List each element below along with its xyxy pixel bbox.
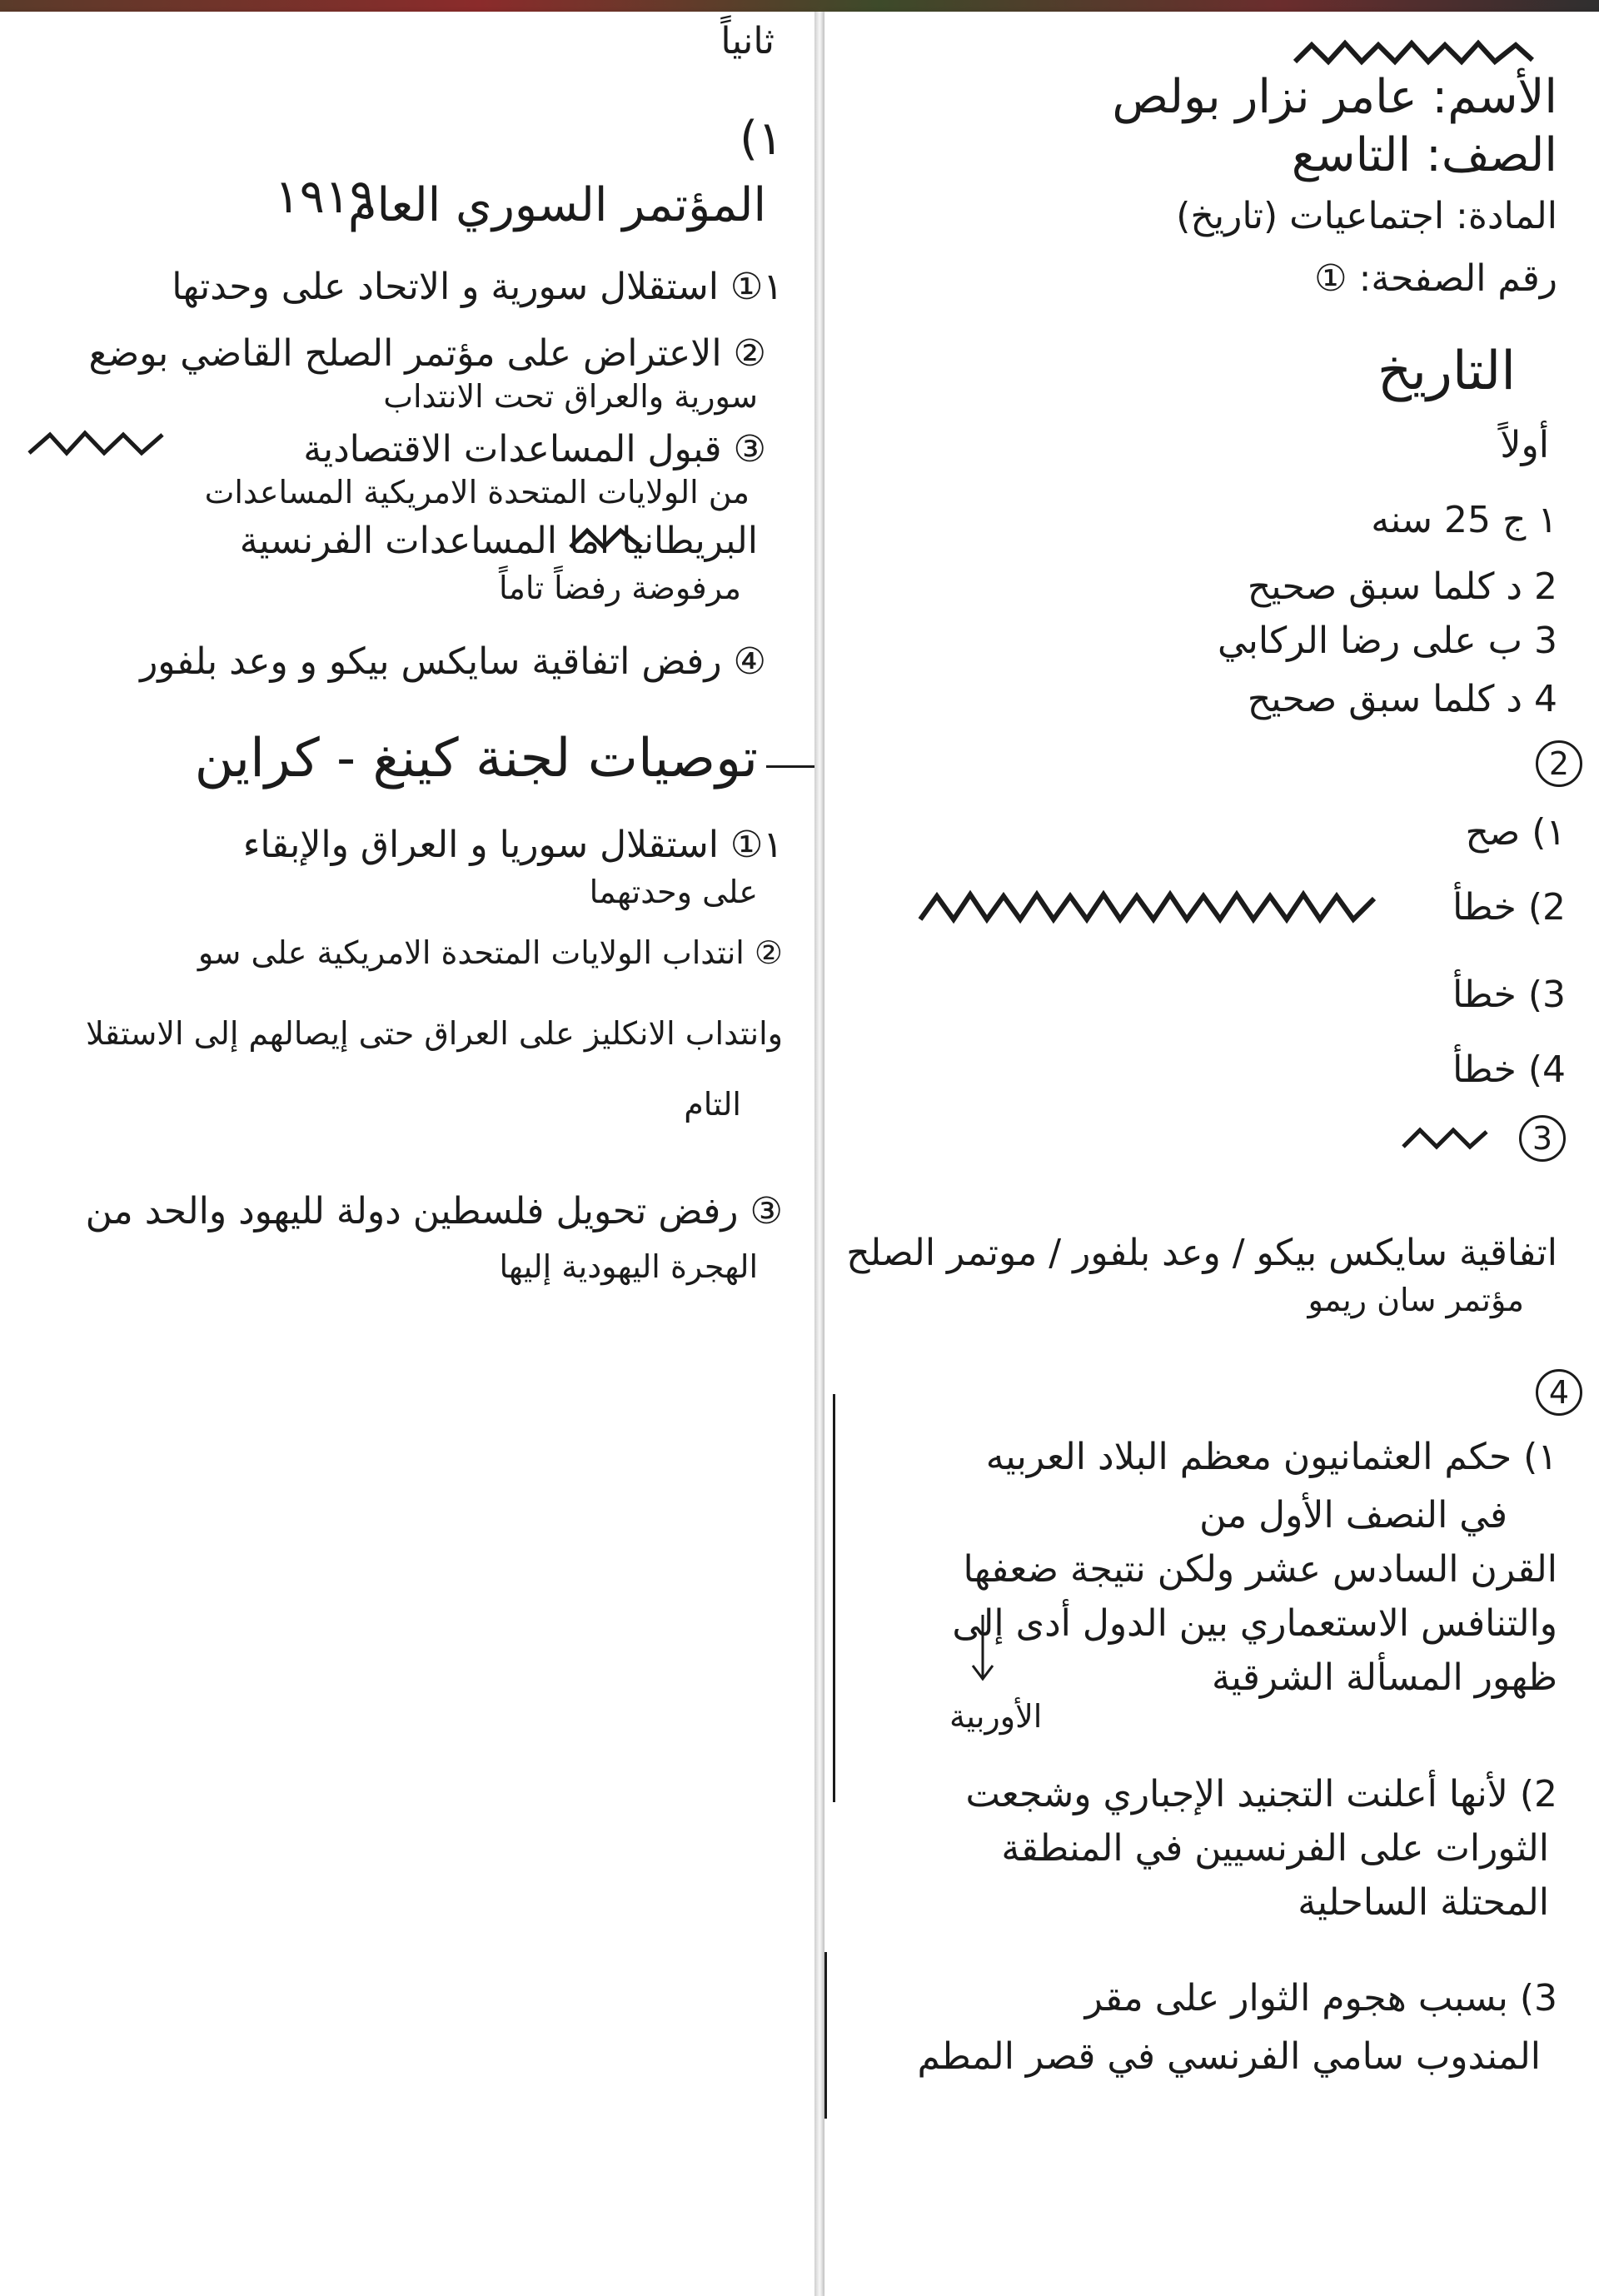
q4-a1-note: الأوربية [949, 1698, 1043, 1735]
kingcrane-point-2b: وانتداب الانكليز على العراق حتى إيصالهم إلى الاستقلا [86, 1015, 783, 1052]
q4-a1-line2: في النصف الأول من [1199, 1494, 1507, 1536]
q2-answer-1: ١) صح [1465, 811, 1566, 854]
congress-point-3b: من الولايات المتحدة الامريكية المساعدات [204, 474, 750, 510]
q4-a3-line2: المندوب سامي الفرنسي في قصر المطم [917, 2035, 1541, 2078]
crossed-out-header [1291, 37, 1541, 70]
kingcrane-point-3: ③ رفض تحويل فلسطين دولة لليهود والحد من [85, 1190, 783, 1233]
q4-number: 4 [1536, 1369, 1582, 1416]
q4-a2-line1: 2) لأنها أعلنت التجنيد الإجباري وشجعت [965, 1773, 1557, 1815]
kingcrane-point-3b: الهجرة اليهودية إليها [499, 1248, 758, 1285]
q3-answer-line1: اتفاقية سايكس بيكو / وعد بلفور / موتمر الصلح [846, 1232, 1557, 1274]
congress-point-4: ④ رفض اتفاقية سايكس بيكو و وعد بلفور [140, 640, 766, 683]
margin-bracket [833, 1394, 835, 1802]
section-first: أولاً [1500, 424, 1549, 466]
q1-answer-2: 2 د كلما سبق صحيح [1247, 565, 1557, 608]
margin-bracket [824, 1952, 827, 2119]
kingcrane-point-1: ١① استقلال سوريا و العراق والإبقاء [242, 824, 783, 866]
student-class: الصف: التاسع [1291, 128, 1557, 182]
congress-year: ١٩١٩ [274, 170, 375, 224]
q2-answer-3: 3) خطأ [1452, 974, 1566, 1016]
q4-a1-line5: ظهور المسألة الشرقية [1211, 1656, 1557, 1699]
q4-a3-line1: 3) بسبب هجوم الثوار على مقر [1084, 1977, 1557, 2020]
q3-answer-line2: مؤتمر سان ريمو [1308, 1282, 1524, 1318]
page-number: رقم الصفحة: ① [1314, 257, 1557, 300]
q3-number: 3 [1519, 1115, 1566, 1162]
title-dash [766, 765, 816, 768]
q1-answer-1: ١ ج 25 سنه [1371, 499, 1557, 541]
q2-answer-2: 2) خطأ [1452, 886, 1566, 929]
q2-number-circle [1536, 740, 1582, 787]
q1-answer-3: 3 ب على رضا الركابي [1217, 620, 1557, 662]
congress-point-2b: سورية والعراق تحت الانتداب [383, 378, 758, 415]
q4-a1-line1: ١) حكم العثمانيون معظم البلاد العربيه [985, 1436, 1557, 1478]
q2-answer-4: 4) خطأ [1452, 1048, 1566, 1091]
q4-a1-line4: والتنافس الاستعماري بين الدول أدى إلى [952, 1602, 1557, 1645]
history-heading: التاريخ [1377, 341, 1516, 402]
kingcrane-point-2c: التام [684, 1086, 741, 1123]
congress-point-3c: البريطانيا اما المساعدات الفرنسية [239, 520, 758, 562]
student-name: الأسم: عامر نزار بولص [1112, 70, 1557, 124]
right-page [824, 12, 1599, 2296]
q2-number: 2 [1536, 740, 1582, 787]
q3-number-circle [1519, 1115, 1566, 1162]
kingcrane-title: توصيات لجنة كينغ - كراين [194, 728, 758, 789]
crossed-out-word [566, 524, 650, 557]
q4-a1-line3: القرن السادس عشر ولكن نتيجة ضعفها [963, 1548, 1557, 1591]
q1-answer-4: 4 د كلما سبق صحيح [1247, 678, 1557, 720]
heading-second: ثانياً [720, 20, 775, 62]
q4-number-circle [1536, 1369, 1582, 1416]
congress-title: المؤتمر السوري العام [347, 178, 766, 232]
q4-a2-line3: المحتلة الساحلية [1298, 1881, 1549, 1924]
q1-number: ١) [740, 112, 783, 166]
subject: المادة: اجتماعيات (تاريخ) [1176, 195, 1557, 237]
q4-a2-line2: الثورات على الفرنسيين في المنطقة [1001, 1827, 1549, 1870]
congress-point-1: ١① استقلال سورية و الاتحاد على وحدتها [172, 266, 783, 308]
congress-point-3: ③ قبول المساعدات الاقتصادية [303, 428, 766, 471]
crossed-out-word [1399, 1123, 1491, 1157]
congress-point-3d: مرفوضة رفضاً تاماً [498, 570, 741, 606]
kingcrane-point-1b: على وحدتهما [589, 874, 758, 910]
crossed-out-correction [916, 886, 1382, 932]
crossed-out-word [25, 428, 175, 461]
congress-point-2: ② الاعتراض على مؤتمر الصلح القاضي بوضع [88, 332, 766, 375]
arrow-down-icon [966, 1611, 999, 1686]
left-page [0, 12, 816, 2296]
kingcrane-point-2: ② انتداب الولايات المتحدة الامريكية على سو [197, 934, 783, 971]
